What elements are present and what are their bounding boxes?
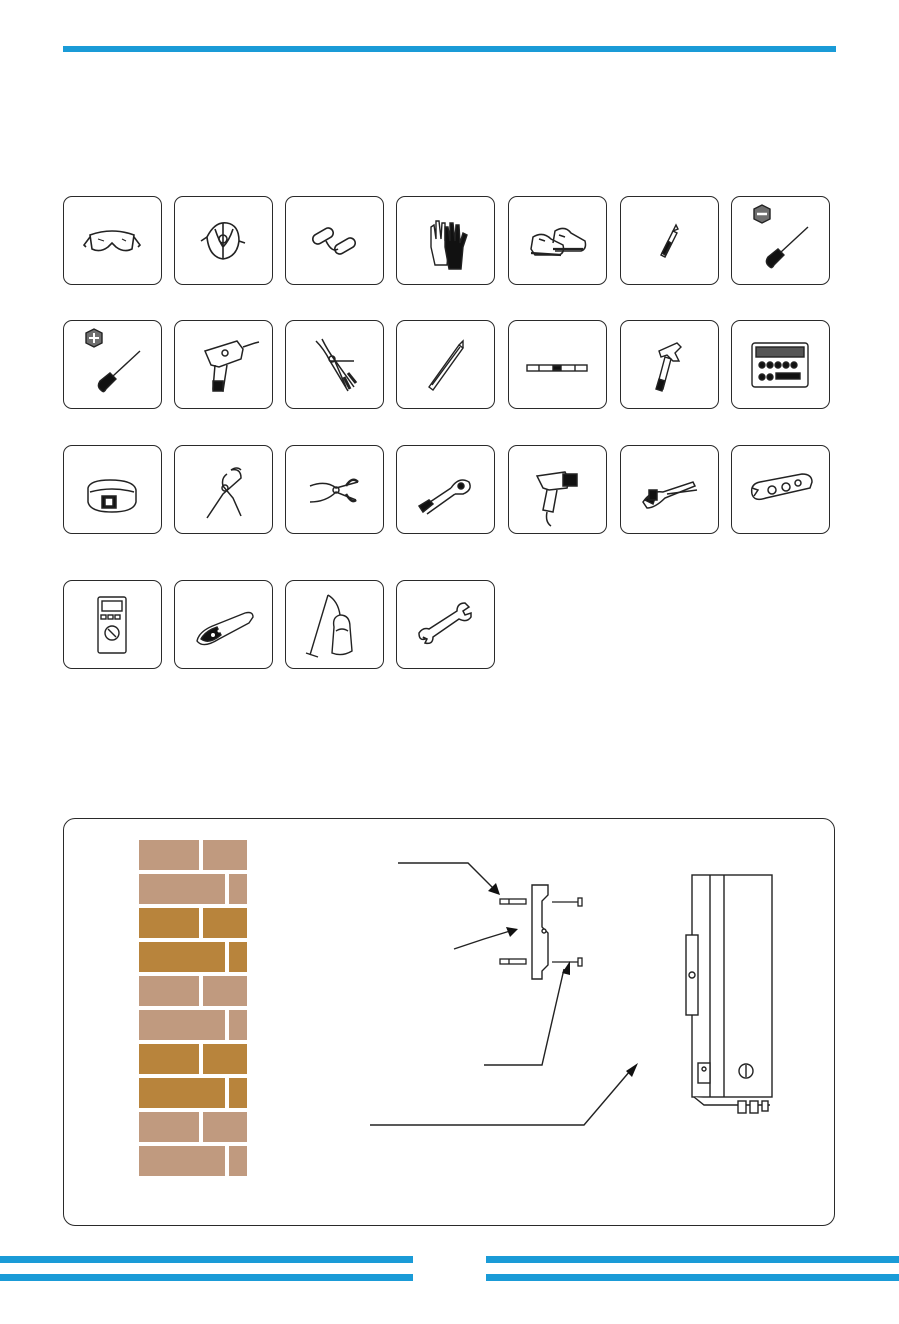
brick-wall — [138, 839, 248, 1177]
wire-stripper-icon — [286, 446, 382, 532]
tool-tile — [63, 580, 162, 669]
tool-tile — [620, 196, 719, 285]
rj45-crimper-icon — [175, 581, 271, 667]
earplugs-icon — [286, 197, 382, 283]
tool-tile — [174, 445, 273, 534]
slotted-screwdriver-icon — [732, 197, 828, 283]
connector-wrench-icon — [732, 446, 828, 532]
footer-bar-left-top — [0, 1256, 413, 1263]
tool-tile — [63, 445, 162, 534]
marker-icon — [397, 321, 493, 407]
tool-tile — [396, 320, 495, 409]
goggles-icon — [64, 197, 160, 283]
footer-bar-right-bottom — [486, 1274, 899, 1281]
inverter — [686, 875, 772, 1113]
tool-tile — [285, 196, 384, 285]
vacuum-cleaner-icon — [286, 581, 382, 667]
utility-knife-icon — [621, 197, 717, 283]
installation-diagram — [63, 818, 835, 1226]
tool-tile — [731, 196, 830, 285]
tool-tile — [285, 445, 384, 534]
socket-set-icon — [732, 321, 828, 407]
safety-shoes-icon — [509, 197, 605, 283]
phillips-screwdriver-icon — [64, 321, 160, 407]
arrow-heads — [488, 883, 638, 1077]
tool-tile — [63, 320, 162, 409]
tool-tile — [63, 196, 162, 285]
level-icon — [509, 321, 605, 407]
tool-tile — [174, 580, 273, 669]
tool-tile — [508, 445, 607, 534]
gloves-icon — [397, 197, 493, 283]
screws — [552, 898, 582, 966]
footer-bar-right-top — [486, 1256, 899, 1263]
terminal-crimper-icon — [621, 446, 717, 532]
hammer-drill-icon — [175, 321, 271, 407]
footer-bar-left-bottom — [0, 1274, 413, 1281]
tape-measure-icon — [64, 446, 160, 532]
tool-tile — [396, 196, 495, 285]
header-bar — [63, 46, 836, 52]
tool-tile — [174, 320, 273, 409]
tool-tile — [508, 320, 607, 409]
dust-mask-icon — [175, 197, 271, 283]
hammer-icon — [621, 321, 717, 407]
open-wrench-icon — [397, 581, 493, 667]
mounting-bracket — [532, 885, 548, 979]
tool-tile — [508, 196, 607, 285]
tool-tile — [731, 320, 830, 409]
heat-gun-icon — [509, 446, 605, 532]
diagonal-pliers-icon — [286, 321, 382, 407]
tool-tile — [285, 320, 384, 409]
pincer-pliers-icon — [175, 446, 271, 532]
tool-tile — [285, 580, 384, 669]
crimping-tool-icon — [397, 446, 493, 532]
tool-tile — [731, 445, 830, 534]
multimeter-icon — [64, 581, 160, 667]
tool-tile — [620, 320, 719, 409]
tool-tile — [396, 445, 495, 534]
tool-tile — [396, 580, 495, 669]
tool-tile — [620, 445, 719, 534]
tool-tile — [174, 196, 273, 285]
